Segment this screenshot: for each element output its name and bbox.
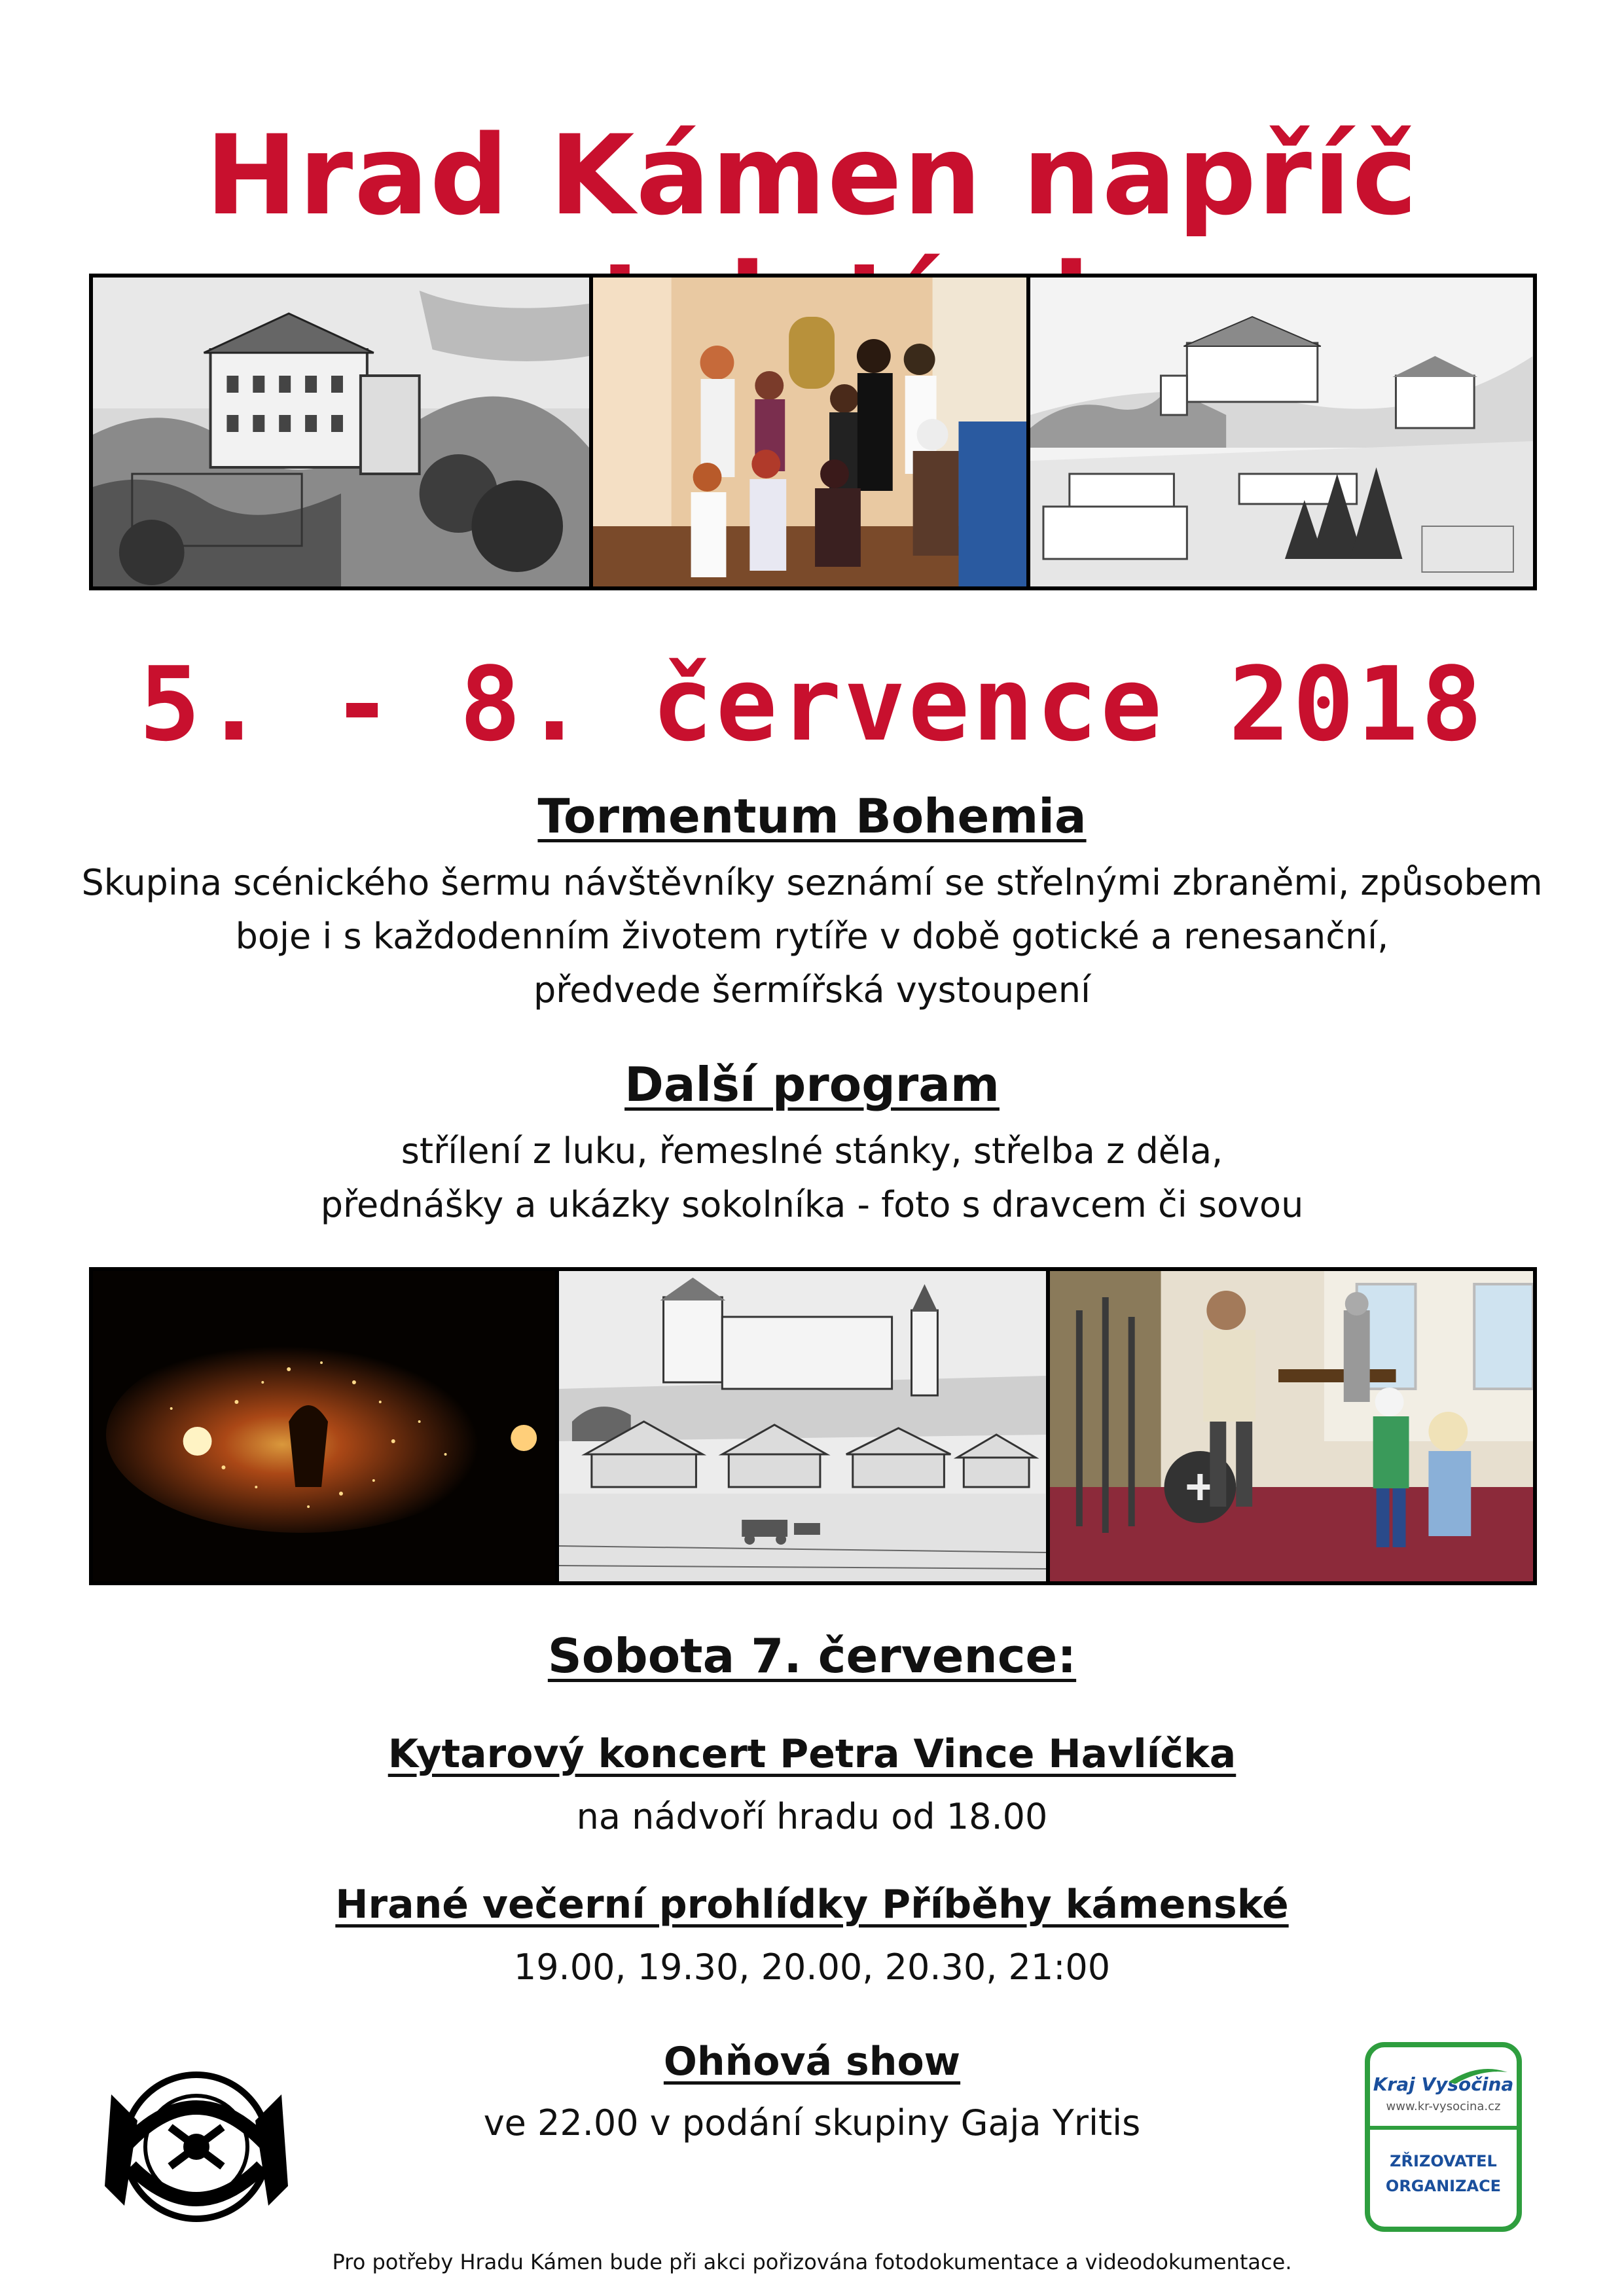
castle-aerial-engraving-photo (93, 278, 589, 586)
program-line: přednášky a ukázky sokolníka - foto s dravcem či sovou (320, 1184, 1304, 1225)
divider (1370, 2126, 1517, 2130)
concert-title: Kytarový koncert Petra Vince Havlíčka (388, 1731, 1236, 1777)
swoosh-icon (1449, 2066, 1507, 2085)
tormentum-description (0, 856, 1624, 1017)
castle-village-drawing-photo (559, 1271, 1046, 1581)
castle-landscape-drawing-photo (1030, 278, 1533, 586)
tormentum-line: Skupina scénického šermu návštěvníky seznámí se střelnými zbraněmi, způsobem (81, 862, 1543, 903)
fire-show-title: Ohňová show (663, 2039, 961, 2085)
saturday-heading: Sobota 7. července: (547, 1628, 1077, 1683)
fire-show-detail: ve 22.00 v podání skupiny Gaja Yritis (483, 2102, 1141, 2144)
tormentum-line: boje i s každodenním životem rytíře v době gotické a renesanční, (235, 916, 1389, 957)
concert-detail: na nádvoří hradu od 18.00 (576, 1796, 1048, 1837)
kraj-vysocina-url: www.kr-vysocina.cz (1386, 2100, 1501, 2113)
founder-line2: ORGANIZACE (1385, 2177, 1502, 2195)
costumed-group-photo (593, 278, 1026, 586)
kraj-vysocina-logo (1365, 2042, 1522, 2232)
knight-demonstration-photo (1050, 1271, 1533, 1581)
tormentum-line: předvede šermířská vystoupení (533, 969, 1091, 1011)
tours-title: Hrané večerní prohlídky Příběhy kámenské (335, 1882, 1289, 1928)
program-line: střílení z luku, řemeslné stánky, střelba z děla, (401, 1130, 1223, 1172)
event-date: 5. - 8. července 2018 (139, 645, 1485, 764)
photo-notice-footnote: Pro potřeby Hradu Kámen bude při akci pořizována fotodokumentace a videodokumentace. (332, 2250, 1292, 2274)
program-heading: Další program (624, 1057, 1000, 1112)
bottom-photo-strip (89, 1267, 1537, 1585)
program-description (0, 1124, 1624, 1232)
tormentum-heading: Tormentum Bohemia (537, 789, 1087, 844)
museum-vysociny-seal-icon (98, 2055, 295, 2238)
tours-times: 19.00, 19.30, 20.00, 20.30, 21:00 (513, 1946, 1111, 1988)
kraj-vysocina-brand: Kraj Vysočina (1373, 2073, 1514, 2095)
fire-show-photo (93, 1271, 555, 1581)
founder-line1: ZŘIZOVATEL (1390, 2152, 1497, 2170)
top-photo-strip (89, 274, 1537, 590)
page-title: Hrad Kámen napříč (205, 111, 1419, 240)
